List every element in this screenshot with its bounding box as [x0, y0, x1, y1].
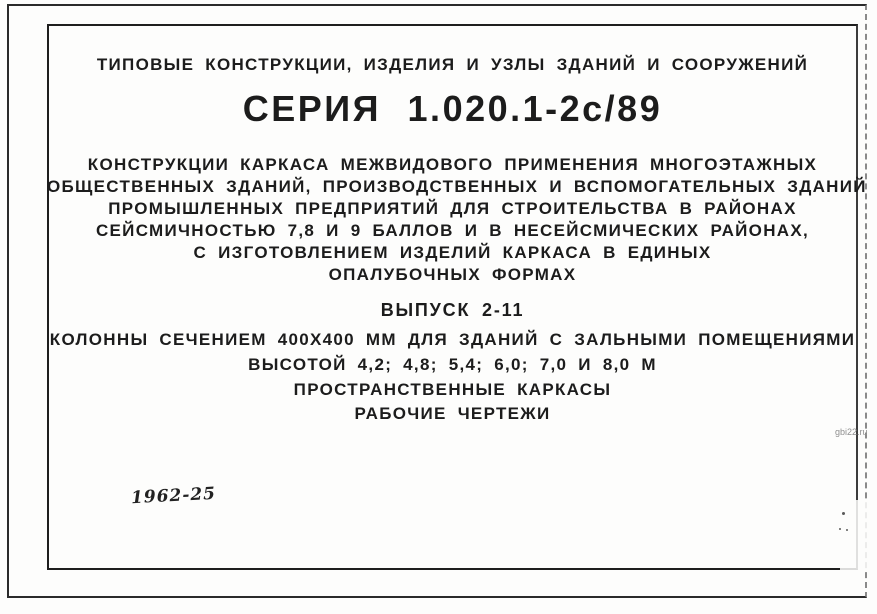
- handwritten-inventory-number: 1962-25: [130, 483, 217, 509]
- scan-speck: [839, 528, 841, 530]
- description-line: ОБЩЕСТВЕННЫХ ЗДАНИЙ, ПРОИЗВОДСТВЕННЫХ И ВСПОМОГАТЕЛЬНЫХ ЗДАНИЙ: [47, 177, 867, 196]
- issue-title-line: ПРОСТРАНСТВЕННЫЕ КАРКАСЫ: [293, 380, 612, 399]
- description-line: ОПАЛУБОЧНЫХ ФОРМАХ: [328, 265, 577, 284]
- series-title: СЕРИЯ 1.020.1-2с/89: [242, 88, 663, 129]
- issue-title-line: КОЛОННЫ СЕЧЕНИЕМ 400Х400 ММ ДЛЯ ЗДАНИЙ С ЗАЛЬНЫМИ ПОМЕЩЕНИЯМИ: [49, 330, 856, 349]
- issue-number-label: ВЫПУСК 2-11: [380, 300, 525, 320]
- description-line: С ИЗГОТОВЛЕНИЕМ ИЗДЕЛИЙ КАРКАСА В ЕДИНЫХ: [193, 243, 712, 262]
- description-line: КОНСТРУКЦИИ КАРКАСА МЕЖВИДОВОГО ПРИМЕНЕНИЯ МНОГОЭТАЖНЫХ: [87, 155, 818, 174]
- site-watermark: gbi22.ru: [835, 427, 868, 437]
- issue-title-line: ВЫСОТОЙ 4,2; 4,8; 5,4; 6,0; 7,0 И 8,0 М: [248, 355, 657, 374]
- description-line: ПРОМЫШЛЕННЫХ ПРЕДПРИЯТИЙ ДЛЯ СТРОИТЕЛЬСТВА В РАЙОНАХ: [108, 199, 797, 218]
- scan-speck: [842, 512, 845, 515]
- description-line: СЕЙСМИЧНОСТЬЮ 7,8 И 9 БАЛЛОВ И В НЕСЕЙСМИЧЕСКИХ РАЙОНАХ,: [95, 221, 810, 240]
- catalog-header: ТИПОВЫЕ КОНСТРУКЦИИ, ИЗДЕЛИЯ И УЗЛЫ ЗДАНИЙ И СООРУЖЕНИЙ: [96, 55, 809, 74]
- scan-fade-artifact: [840, 500, 874, 572]
- issue-title-line: РАБОЧИЕ ЧЕРТЕЖИ: [354, 404, 551, 423]
- scan-speck: [846, 529, 848, 531]
